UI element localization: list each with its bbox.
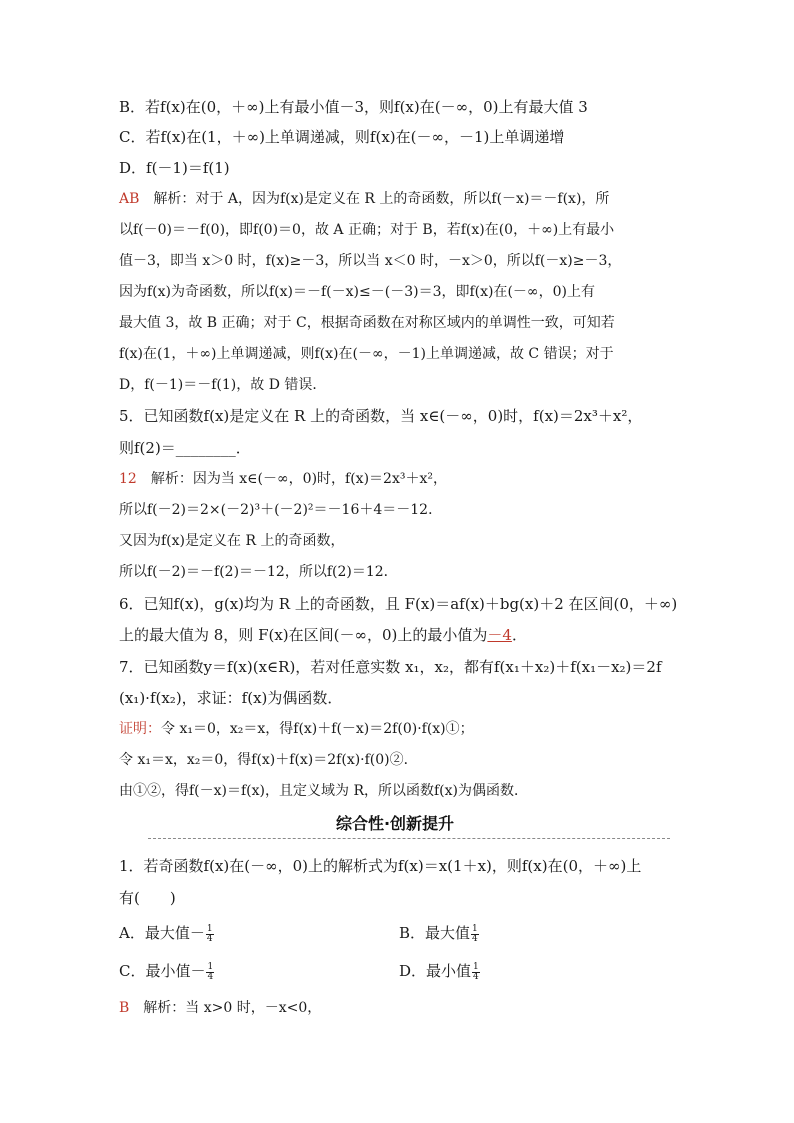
solution-line: D，f(－1)＝－f(1)，故 D 错误． <box>119 377 327 393</box>
section-title: 综合性·创新提升 <box>335 814 455 833</box>
question-1-cont: 有( ) <box>119 889 176 907</box>
answer-tag: 12 <box>119 471 137 487</box>
solution-line: 最大值 3，故 B 正确；对于 C，根据奇函数在对称区域内的单调性一致，可知若 <box>119 315 615 331</box>
fraction: $\frac{1}{4}$ <box>472 923 478 944</box>
solution-line: 又因为f(x)是定义在 R 上的奇函数， <box>119 533 345 549</box>
solution-line: 所以f(－2)＝－f(2)＝－12，所以f(2)＝12． <box>119 564 398 580</box>
option-d: D．最小值 $\frac{1}{4}$ <box>399 961 479 982</box>
solution-line: 以f(－0)＝－f(0)，即f(0)＝0，故 A 正确；对于 B，若f(x)在(0，＋∞)上有最小 <box>119 222 615 238</box>
option-a: A．最大值－ $\frac{1}{4}$ <box>119 923 213 944</box>
proof-tag: 证明： <box>119 721 161 737</box>
question-7-cont: (x₁)·f(x₂)，求证：f(x)为偶函数． <box>119 689 343 707</box>
question-7: 7．已知函数y＝f(x)(x∈R)，若对任意实数 x₁，x₂，都有f(x₁＋x₂)＋f(x₁－x₂)＝2f <box>119 658 662 676</box>
proof-line: 证明：令 x₁＝0，x₂＝x，得f(x)＋f(－x)＝2f(0)·f(x)①； <box>119 721 474 737</box>
option-c-text: C．若f(x)在(1，＋∞)上单调递减，则f(x)在(－∞，－1)上单调递增 <box>119 128 565 146</box>
question-6: 6．已知f(x)，g(x)均为 R 上的奇函数，且 F(x)＝af(x)＋bg(x)＋2 在区间(0，＋∞) <box>119 595 678 613</box>
fraction: $\frac{1}{4}$ <box>207 961 214 982</box>
proof-line: 由①②，得f(－x)＝f(x)，且定义域为 R，所以函数f(x)为偶函数． <box>119 783 528 799</box>
option-d-text: D．f(－1)＝f(1) <box>119 159 230 177</box>
answer-tag: AB <box>119 191 140 207</box>
question-5-cont: 则f(2)＝________． <box>119 439 251 457</box>
solution-line: 12 解析：因为当 x∈(－∞，0)时，f(x)＝2x³＋x²， <box>119 471 447 487</box>
answer-tag: B <box>119 1000 130 1016</box>
section-divider <box>148 838 670 839</box>
option-b-text: B．若f(x)在(0，＋∞)上有最小值－3，则f(x)在(－∞，0)上有最大值 3 <box>119 98 588 116</box>
solution-line: 因为f(x)为奇函数，所以f(x)＝－f(－x)≤－(－3)＝3，即f(x)在(－∞，0)上有 <box>119 284 595 300</box>
question-1: 1．若奇函数f(x)在(－∞，0)上的解析式为f(x)＝x(1＋x)，则f(x)在(0，＋∞)上 <box>119 857 642 875</box>
question-6-cont: 上的最大值为 8，则 F(x)在区间(－∞，0)上的最小值为－4． <box>119 626 527 644</box>
fraction: $\frac{1}{4}$ <box>473 961 479 982</box>
answer-underlined: －4 <box>487 626 512 644</box>
fraction: $\frac{1}{4}$ <box>206 923 213 944</box>
solution-line: 值－3，即当 x＞0 时，f(x)≥－3，所以当 x＜0 时，－x＞0，所以f(－x)≥－3， <box>119 253 622 269</box>
option-b: B．最大值 $\frac{1}{4}$ <box>399 923 478 944</box>
proof-line: 令 x₁＝x，x₂＝0，得f(x)＋f(x)＝2f(x)·f(0)②． <box>119 752 418 768</box>
solution-line: f(x)在(1，＋∞)上单调递减，则f(x)在(－∞，－1)上单调递减，故 C 错误；对于 <box>119 346 614 362</box>
solution-line: 所以f(－2)＝2×(－2)³＋(－2)²＝－16＋4＝－12． <box>119 502 443 518</box>
solution-line: B 解析：当 x>0 时，－x<0， <box>119 1000 322 1016</box>
solution-line: AB 解析：对于 A，因为f(x)是定义在 R 上的奇函数，所以f(－x)＝－f(x)，所 <box>119 191 610 207</box>
question-5: 5．已知函数f(x)是定义在 R 上的奇函数，当 x∈(－∞，0)时，f(x)＝2x³＋x²， <box>119 407 643 425</box>
option-c: C．最小值－ $\frac{1}{4}$ <box>119 961 214 982</box>
